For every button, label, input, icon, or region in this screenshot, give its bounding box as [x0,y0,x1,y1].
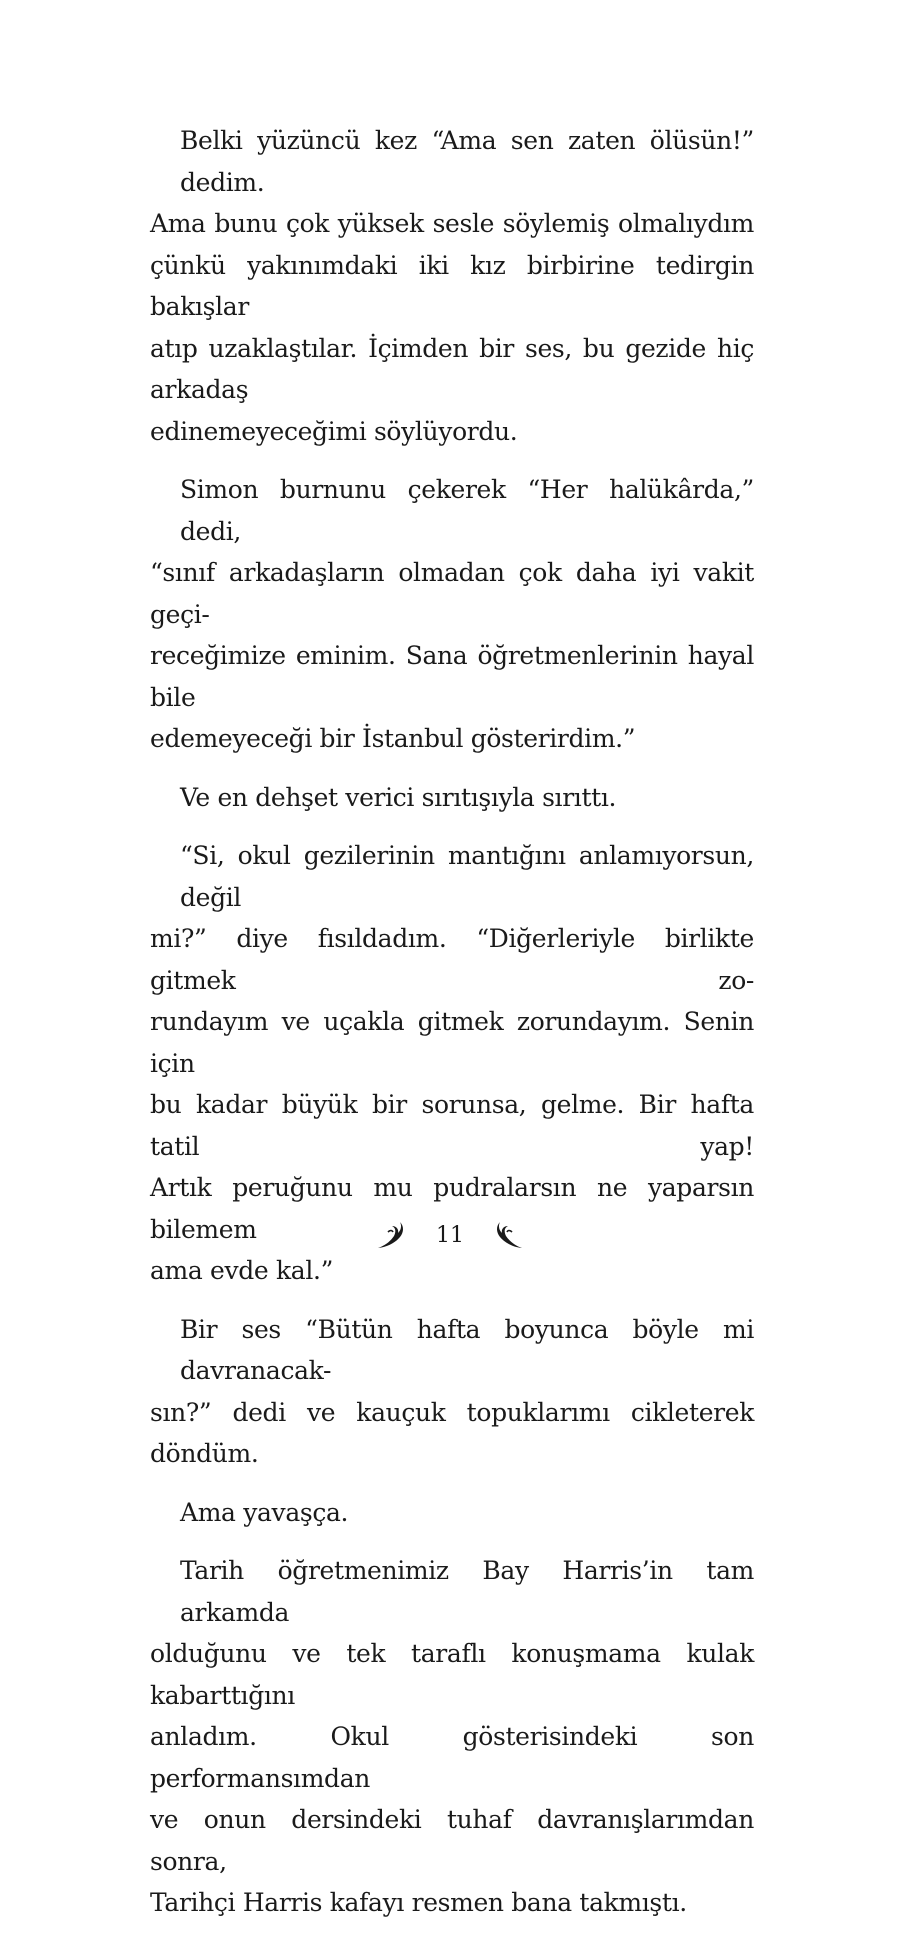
text-line: çünkü yakınımdaki iki kız birbirine tedirgin bakışlar [150,250,754,321]
page-number: 11 [436,1222,464,1248]
text-line: Ama yavaşça. [180,1497,349,1527]
text-line: sın?” dedi ve kauçuk topuklarımı cikleterek döndüm. [150,1397,754,1468]
text-line: Artık peruğunu mu pudralarsın ne yaparsın bilemem [150,1173,754,1244]
book-page-body [150,120,754,1941]
flourish-left-icon [374,1218,406,1252]
text-line: receğimize eminim. Sana öğretmenlerinin hayal bile [150,641,754,712]
paragraph [150,1309,754,1475]
flourish-right-icon [494,1218,526,1252]
text-line: “sınıf arkadaşların olmadan çok daha iyi vakit geçi- [150,558,754,629]
text-line: “Si, okul gezilerinin mantığını anlamıyorsun, değil [180,841,754,912]
page-footer [0,1218,900,1252]
text-line: ve onun dersindeki tuhaf davranışlarımdan sonra, [150,1805,754,1876]
text-line: Belki yüzüncü kez “Ama sen zaten ölüsün!” dedim. [180,126,754,197]
paragraph [150,1550,754,1924]
paragraph [150,120,754,452]
text-line: bu kadar büyük bir sorunsa, gelme. Bir hafta tatil yap! [150,1090,754,1161]
paragraph [150,1492,754,1534]
text-line: atıp uzaklaştılar. İçimden bir ses, bu gezide hiç arkadaş [150,333,754,404]
text-line: Ve en dehşet verici sırıtışıyla sırıttı. [180,782,617,812]
paragraph [150,777,754,819]
text-line: rundayım ve uçakla gitmek zorundayım. Senin için [150,1007,754,1078]
paragraph [150,469,754,760]
text-line: Tarih öğretmenimiz Bay Harris’in tam arkamda [180,1556,754,1627]
text-line: mi?” diye fısıldadım. “Diğerleriyle birlikte gitmek zo- [150,924,754,995]
text-line: edinemeyeceğimi söylüyordu. [150,416,518,446]
text-line: edemeyeceği bir İstanbul gösterirdim.” [150,724,636,753]
text-line: Tarihçi Harris kafayı resmen bana takmıştı. [150,1888,687,1917]
text-line: olduğunu ve tek taraflı konuşmama kulak kabarttığını [150,1639,754,1710]
text-line: Bir ses “Bütün hafta boyunca böyle mi davranacak- [180,1314,754,1385]
text-line: Simon burnunu çekerek “Her halükârda,” dedi, [180,475,754,546]
text-line: Ama bunu çok yüksek sesle söylemiş olmalıydım [150,209,754,238]
text-line: anladım. Okul gösterisindeki son performansımdan [150,1722,754,1793]
text-line: ama evde kal.” [150,1256,334,1285]
